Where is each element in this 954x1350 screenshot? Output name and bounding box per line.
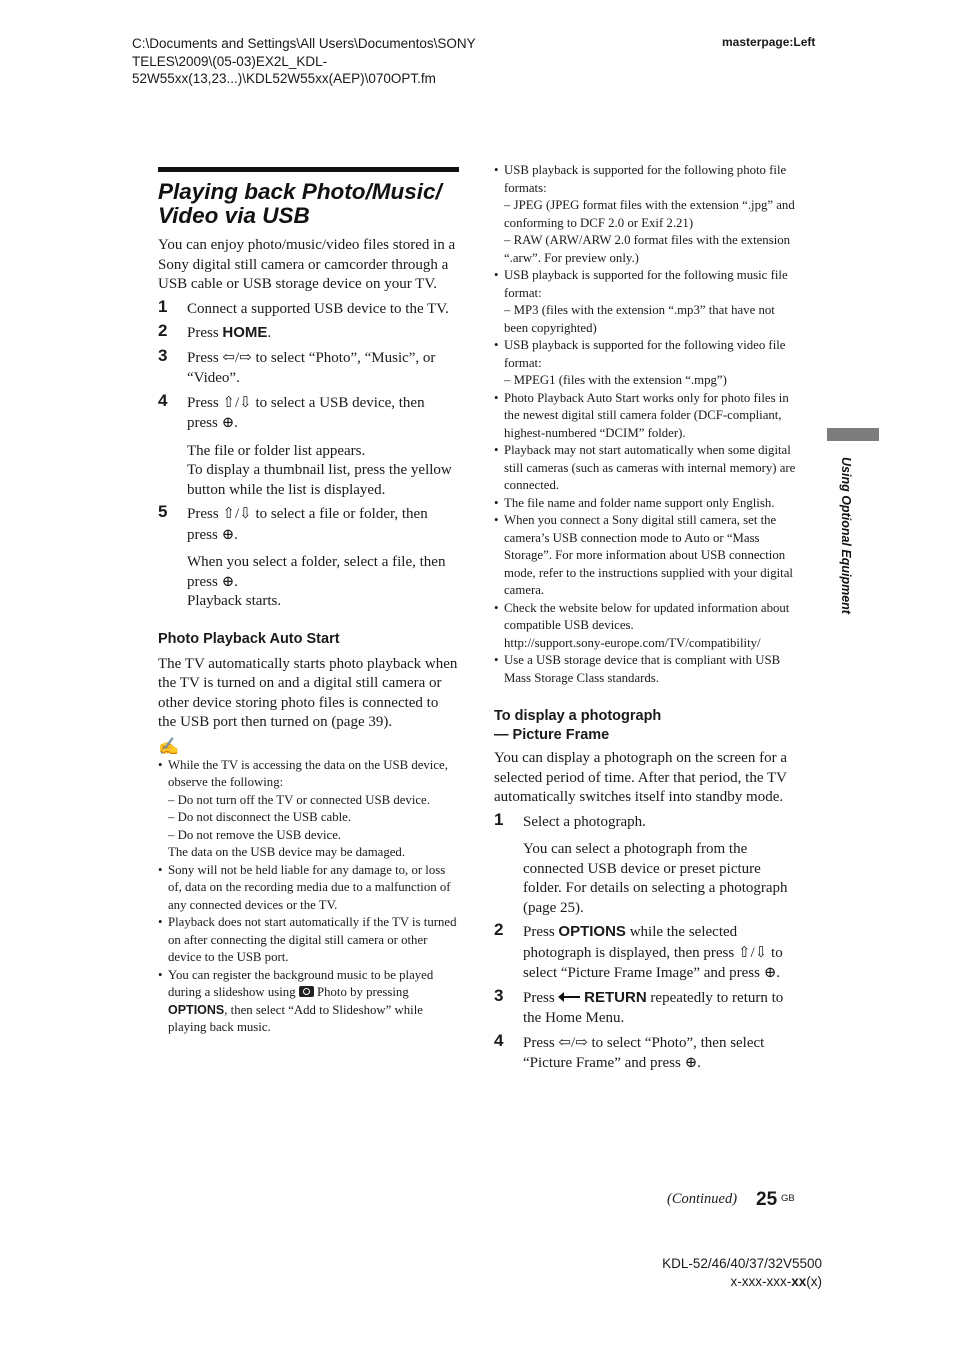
code-part: (x): [806, 1274, 822, 1289]
note-item: • When you connect a Sony digital still camera, set the camera’s USB connection mode to Auto or “Mass Storage”. For more information about USB connection mode, refer to the instructions supplied with your digital camera.: [494, 512, 797, 600]
auto-start-heading: Photo Playback Auto Start: [158, 630, 340, 647]
home-key-label: HOME: [222, 324, 268, 341]
note-subitem: – RAW (ARW/ARW 2.0 format files with the extension “.arw”. For preview only.): [504, 233, 791, 265]
note-subitem: – Do not remove the USB device.: [168, 827, 342, 842]
note-text: • USB playback is supported for the following photo file formats:: [504, 163, 787, 195]
page-number: 25: [756, 1189, 778, 1210]
note-subitem: – Do not disconnect the USB cable.: [168, 810, 352, 824]
intro-paragraph: You can enjoy photo/music/video files stored in a Sony digital still camera or camcorder through a USB cable or USB storage device on your TV.: [158, 237, 456, 292]
options-key-label: OPTIONS: [168, 1002, 225, 1017]
camera-icon: [299, 986, 314, 997]
step-5: [158, 504, 459, 545]
note-item: • Sony will not be held liable for any damage to, or loss of, data on the recording media due to a malfunction of any connected devices or the TV.: [158, 862, 459, 915]
step-number: 2: [158, 321, 168, 340]
step-number: 2: [494, 920, 504, 939]
note-item: [158, 757, 459, 862]
document-path: C:\Documents and Settings\All Users\Documentos\SONY TELES\2009\(05-03)EX2L_KDL-52W55xx(13,23...)\KDL52W55xx(AEP)\070OPT.fm: [132, 36, 476, 86]
page-suffix: GB: [781, 1193, 795, 1204]
step-text-pre: Press: [187, 325, 223, 341]
title-rule: [158, 167, 459, 172]
side-section-label: Using Optional Equipment: [839, 457, 853, 614]
document-code: [730, 1274, 822, 1289]
pf-step-1: [494, 809, 797, 833]
picture-frame-intro: You can display a photograph on the screen for a selected period of time. After that period, the TV automatically switches itself into standby mode.: [494, 750, 787, 805]
note-text: • While the TV is accessing the data on the USB device, observe the following:: [168, 757, 448, 789]
section-title: Playing back Photo/Music/ Video via USB: [158, 179, 442, 228]
note-subitem: – MPEG1 (files with the extension “.mpg”): [504, 373, 727, 387]
note-text: Photo by pressing: [313, 985, 409, 999]
continued-label: (Continued): [667, 1191, 738, 1207]
pf-step-4: [494, 1030, 797, 1074]
note-item: • Use a USB storage device that is compliant with USB Mass Storage Class standards.: [494, 652, 797, 687]
step-4-details: [158, 442, 459, 501]
left-column: [158, 167, 459, 1037]
step-2: [158, 323, 459, 344]
note-text: , then select “Add to Slideshow” while playing back music.: [168, 1002, 423, 1034]
side-tab-marker: [827, 428, 879, 441]
note-item: [494, 600, 797, 653]
right-column: [494, 162, 797, 1074]
step-number: 3: [494, 985, 504, 1005]
note-subitem: – Do not turn off the TV or connected USB device.: [168, 792, 430, 807]
step-3: [158, 345, 459, 389]
step-text: Select a photograph.: [523, 813, 646, 830]
step-text-pre: Press: [523, 924, 559, 940]
step-text: Press ⇧/⇩ to select a file or folder, then press ⊕.: [187, 506, 428, 543]
step-text: Press ⇧/⇩ to select a USB device, then press ⊕.: [187, 394, 425, 431]
step-1: [158, 296, 459, 320]
step-text-post: while the selected photograph is displayed, then press ⇧/⇩ to select “Picture Frame Image” and press ⊕.: [523, 924, 783, 981]
pf-step-1-details: You can select a photograph from the connected USB device or preset picture folder. For details on selecting a photograph (page 25).: [523, 841, 788, 916]
step-detail: When you select a folder, select a file, then press ⊕.: [187, 554, 446, 590]
note-item: [494, 337, 797, 390]
step-number: 4: [494, 1030, 504, 1050]
note-text: • Check the website below for updated information about compatible USB devices.: [504, 600, 790, 632]
step-number: 3: [158, 345, 168, 365]
memo-pencil-icon: ✍: [158, 736, 180, 756]
left-notes-list: [158, 757, 459, 1037]
compatibility-url: http://support.sony-europe.com/TV/compatibility/: [504, 635, 761, 650]
note-text: • USB playback is supported for the following music file format:: [504, 268, 788, 300]
note-item: • Playback does not start automatically if the TV is turned on after connecting the digital still camera or other device to the USB port.: [158, 914, 459, 967]
step-text-post: repeatedly to return to the Home Menu.: [523, 989, 784, 1026]
step-detail: To display a thumbnail list, press the yellow button while the list is displayed.: [187, 462, 452, 498]
heading-line: — Picture Frame: [494, 727, 610, 743]
note-text: You can register the background music to be played during a slideshow using: [168, 967, 434, 999]
note-text: • USB playback is supported for the following video file format:: [504, 338, 786, 370]
step-number: 1: [494, 809, 504, 829]
step-number: 4: [158, 390, 168, 410]
step-text: Connect a supported USB device to the TV.: [187, 300, 449, 317]
code-part: x-xxx-xxx-: [730, 1274, 792, 1289]
note-subitem: The data on the USB device may be damaged.: [168, 845, 406, 859]
step-number: 1: [158, 296, 168, 316]
note-item: [494, 162, 797, 267]
step-text: Press ⇦/⇨ to select “Photo”, “Music”, or “Video”.: [187, 349, 436, 386]
note-item: [158, 967, 459, 1037]
picture-frame-heading: [494, 707, 797, 745]
auto-start-paragraph: The TV automatically starts photo playback when the TV is turned on and a digital still camera or other device storing photo files is connected to the USB port then turned on (page 39).: [158, 655, 458, 730]
code-part-bold: xx: [791, 1274, 807, 1289]
note-item: [494, 267, 797, 337]
options-key-label: OPTIONS: [558, 923, 626, 940]
model-number: KDL-52/46/40/37/32V5500: [662, 1256, 822, 1271]
heading-line: To display a photograph: [494, 708, 662, 724]
note-item: • The file name and folder name support only English.: [494, 495, 797, 513]
note-item: • Photo Playback Auto Start works only for photo files in the newest digital still camera folder (DCF-compliant, highest-numbered “DCIM” folder).: [494, 390, 797, 443]
step-4: [158, 390, 459, 434]
note-item: • Playback may not start automatically when some digital still cameras (such as cameras with internal memory) are connected.: [494, 442, 797, 495]
right-notes-list: [494, 162, 797, 687]
return-key-label: RETURN: [584, 988, 647, 1006]
note-subitem: – JPEG (JPEG format files with the extension “.jpg” and conforming to DCF 2.0 or Exif 2.21): [504, 198, 795, 230]
note-subitem: – MP3 (files with the extension “.mp3” that have not been copyrighted): [504, 303, 775, 335]
pf-step-2: [494, 922, 797, 984]
pf-step-3: [494, 985, 797, 1029]
step-5-details: [158, 553, 459, 612]
step-text-pre: Press: [523, 989, 559, 1006]
step-detail: The file or folder list appears.: [187, 442, 366, 459]
step-detail: Playback starts.: [187, 593, 282, 609]
step-text-post: .: [267, 325, 272, 341]
step-number: 5: [158, 502, 168, 521]
return-arrow-icon: [558, 991, 580, 1003]
step-text: Press ⇦/⇨ to select “Photo”, then select “Picture Frame” and press ⊕.: [523, 1034, 765, 1071]
masterpage-label: masterpage:Left: [722, 35, 816, 49]
